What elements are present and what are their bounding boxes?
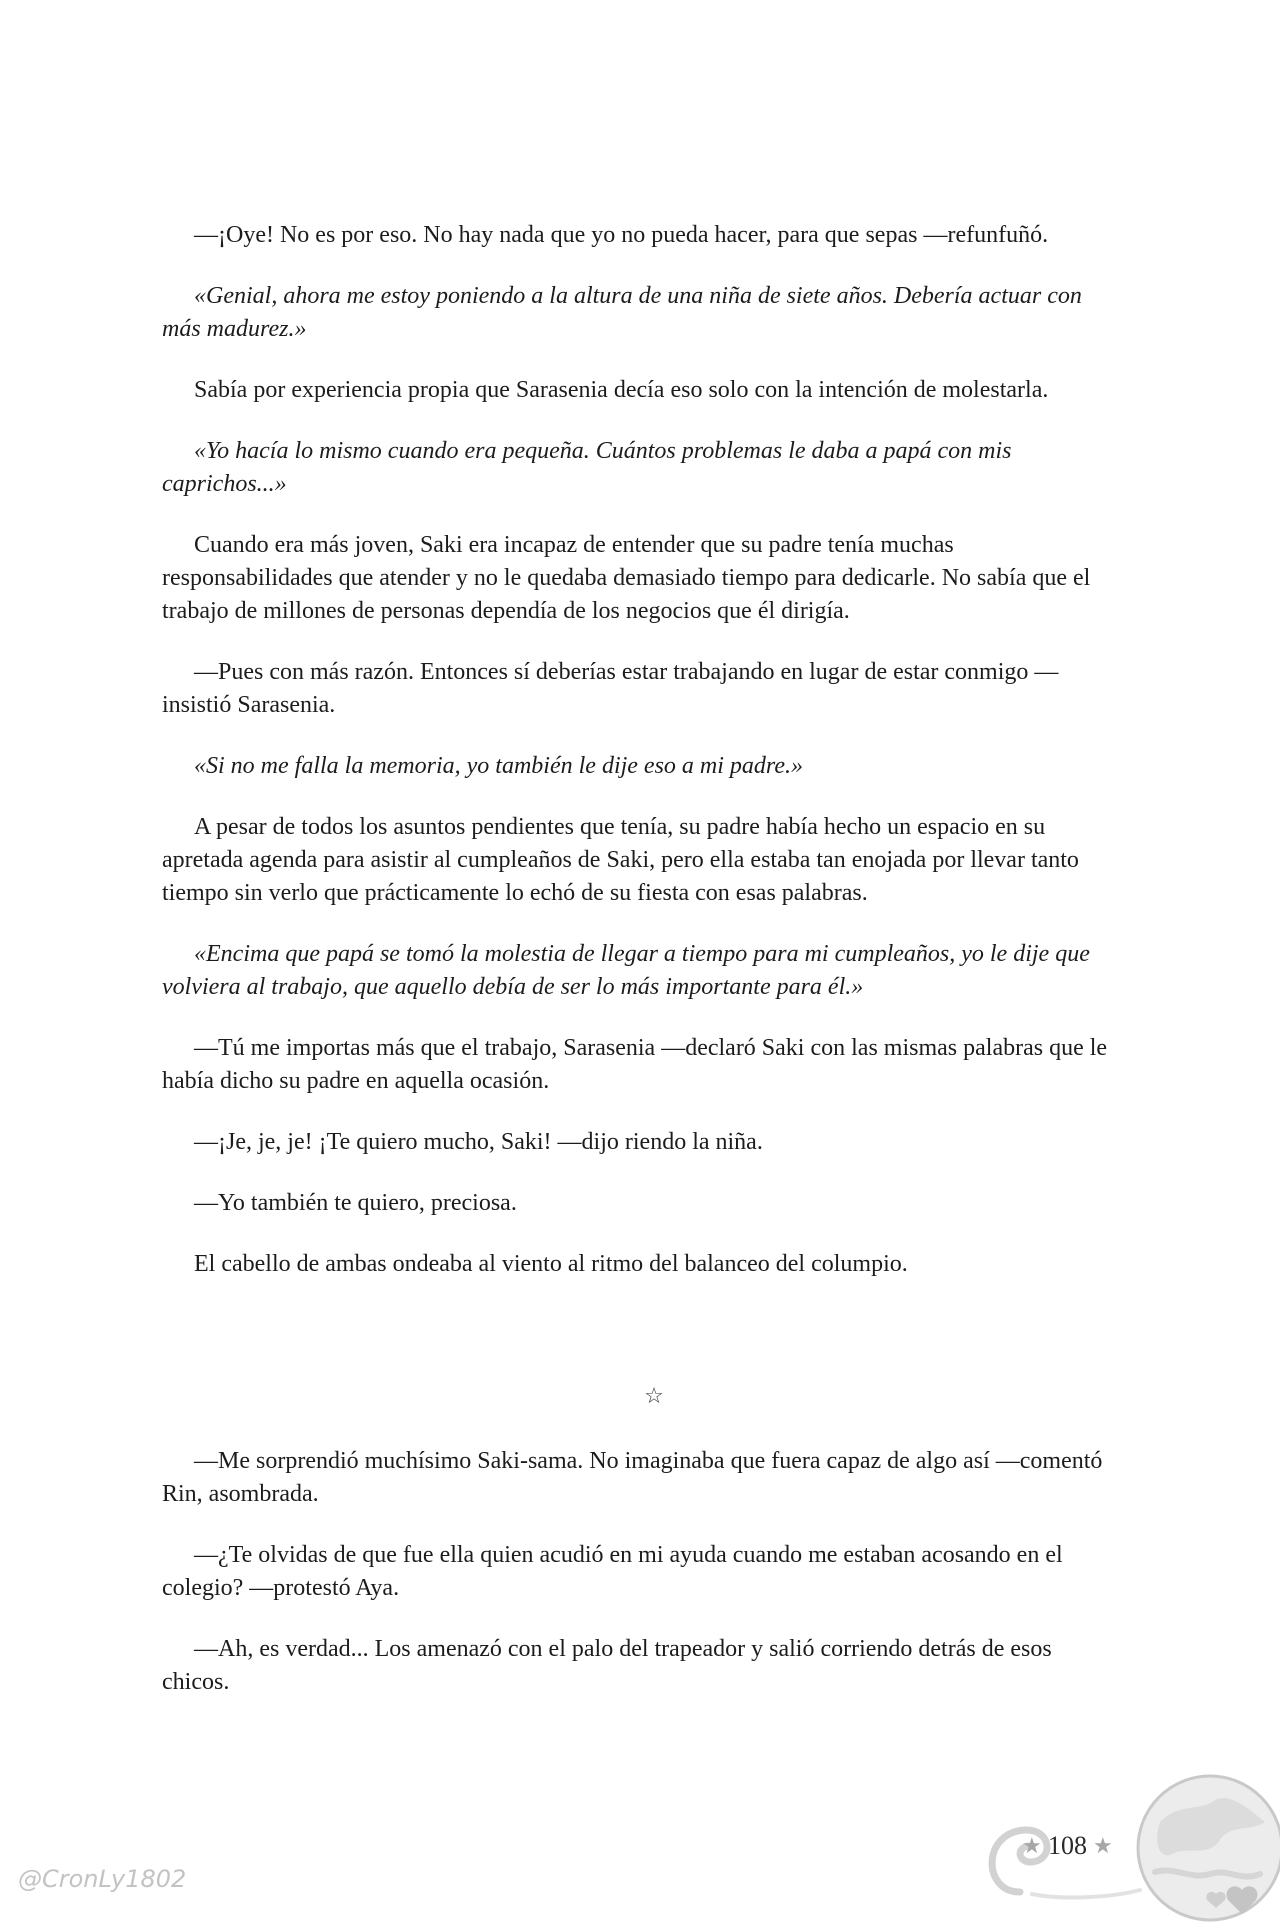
paragraph-5: Cuando era más joven, Saki era incapaz de entender que su padre tenía muchas responsabilidades que atender y no le quedaba demasiado tiempo para dedicarle. No sabía que el trabajo de millones de personas dependía de los negocios que él dirigía. — [162, 532, 1091, 624]
text-section-after-break — [162, 1445, 1122, 1699]
text-section-before-break — [162, 219, 1122, 1281]
star-icon-left: ★ — [1022, 1834, 1042, 1859]
paragraph-6: —Pues con más razón. Entonces sí deberías estar trabajando en lugar de estar conmigo —insistió Sarasenia. — [162, 659, 1059, 718]
paragraph-16: —Ah, es verdad... Los amenazó con el palo del trapeador y salió corriendo detrás de esos chicos. — [162, 1636, 1052, 1695]
paragraph-2: «Genial, ahora me estoy poniendo a la altura de una niña de siete años. Debería actuar con más madurez.» — [162, 283, 1082, 342]
paragraph-12: —Yo también te quiero, preciosa. — [194, 1190, 517, 1216]
star-outline-icon: ☆ — [644, 1384, 664, 1409]
scene-break-separator — [0, 1384, 1280, 1409]
paragraph-9: «Encima que papá se tomó la molestia de llegar a tiempo para mi cumpleaños, yo le dije que volviera al trabajo, que aquello debía de ser lo más importante para él.» — [162, 941, 1090, 1000]
paragraph-14: —Me sorprendió muchísimo Saki-sama. No imaginaba que fuera capaz de algo así —comentó Rin, asombrada. — [162, 1448, 1103, 1507]
paragraph-8: A pesar de todos los asuntos pendientes que tenía, su padre había hecho un espacio en su apretada agenda para asistir al cumpleaños de Saki, pero ella estaba tan enojada por llevar tanto tiempo sin verlo que prácticamente lo echó de su fiesta con esas palabras. — [162, 814, 1079, 906]
paragraph-15: —¿Te olvidas de que fue ella quien acudió en mi ayuda cuando me estaban acosando en el colegio? —protestó Aya. — [162, 1542, 1063, 1601]
paragraph-4: «Yo hacía lo mismo cuando era pequeña. Cuántos problemas le daba a papá con mis caprichos...» — [162, 438, 1012, 497]
paragraph-10: —Tú me importas más que el trabajo, Sarasenia —declaró Saki con las mismas palabras que le había dicho su padre en aquella ocasión. — [162, 1035, 1108, 1094]
watermark-text: @CronLy1802 — [18, 1865, 187, 1893]
paragraph-3: Sabía por experiencia propia que Sarasenia decía eso solo con la intención de molestarla. — [194, 377, 1049, 403]
paragraph-1: —¡Oye! No es por eso. No hay nada que yo no pueda hacer, para que sepas —refunfuñó. — [194, 222, 1049, 248]
swirl-tail — [1032, 1890, 1140, 1897]
paragraph-11: —¡Je, je, je! ¡Te quiero mucho, Saki! —dijo riendo la niña. — [194, 1129, 763, 1155]
star-icon-right: ★ — [1093, 1834, 1113, 1859]
page-number: 108 — [1048, 1831, 1087, 1860]
paragraph-13: El cabello de ambas ondeaba al viento al ritmo del balanceo del columpio. — [194, 1251, 908, 1277]
paragraph-7: «Si no me falla la memoria, yo también le dije eso a mi padre.» — [194, 753, 804, 779]
